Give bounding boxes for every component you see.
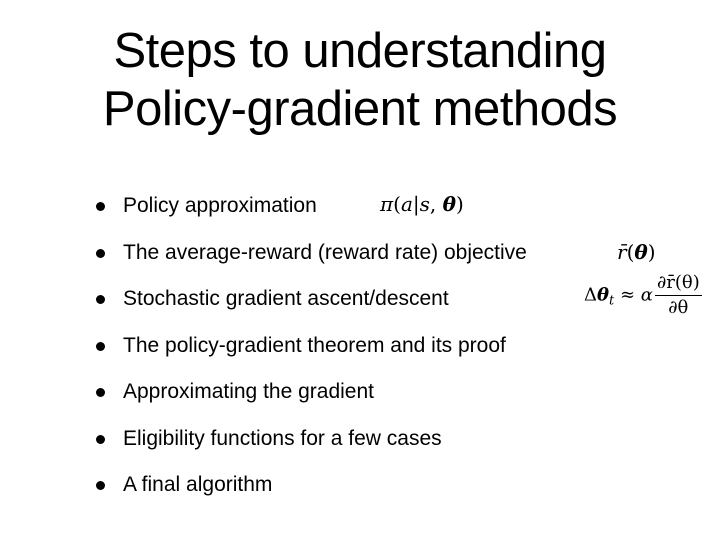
bullet-item: [96, 238, 527, 268]
bullet-item: [96, 377, 374, 407]
bullet-text: Stochastic gradient ascent/descent: [123, 287, 449, 310]
bullet-item: [96, 424, 442, 454]
open-paren: (: [626, 240, 635, 264]
rbar-symbol: r̄: [617, 240, 627, 264]
bullet-dot-icon: [96, 295, 105, 304]
bullet-item: [96, 284, 449, 314]
action-symbol: a: [400, 192, 413, 216]
bullet-text: A final algorithm: [123, 473, 273, 496]
bullet-item: [96, 191, 317, 221]
partial-fraction: [655, 272, 702, 319]
comma: ,: [429, 192, 443, 216]
bullet-text: The policy-gradient theorem and its proof: [123, 334, 506, 357]
bullet-dot-icon: [96, 249, 105, 258]
bullet-item: [96, 470, 272, 500]
bullet-dot-icon: [96, 435, 105, 444]
approx-symbol: ≈: [614, 284, 641, 306]
fraction-numerator: ∂r̄(θ): [655, 272, 702, 296]
title-line-1: Steps to understanding: [113, 24, 607, 78]
bullet-dot-icon: [96, 388, 105, 397]
bullet-dot-icon: [96, 202, 105, 211]
bullet-text: Approximating the gradient: [123, 380, 374, 403]
time-subscript: t: [609, 293, 615, 309]
state-symbol: s: [419, 192, 430, 216]
title-line-2: Policy-gradient methods: [102, 82, 618, 136]
bullet-item: [96, 331, 506, 361]
bullet-dot-icon: [96, 342, 105, 351]
fraction-denominator: ∂θ: [668, 297, 689, 318]
open-paren: (: [393, 192, 401, 216]
given-bar: |: [412, 192, 420, 216]
bullet-dot-icon: [96, 481, 105, 490]
bullet-text: Eligibility functions for a few cases: [123, 427, 442, 450]
theta-symbol: θ: [442, 192, 456, 216]
theta-symbol: θ: [634, 240, 648, 264]
bullet-text: The average-reward (reward rate) objective: [123, 241, 527, 264]
close-paren: ): [647, 240, 656, 264]
update-formula: [584, 272, 702, 319]
theta-symbol: θ: [597, 284, 610, 306]
alpha-symbol: α: [640, 284, 653, 306]
close-paren: ): [455, 192, 464, 216]
policy-formula: [380, 192, 464, 216]
pi-symbol: π: [380, 192, 394, 216]
reward-formula: [617, 240, 656, 264]
bullet-text: Policy approximation: [123, 194, 317, 217]
delta-symbol: Δ: [584, 284, 597, 306]
